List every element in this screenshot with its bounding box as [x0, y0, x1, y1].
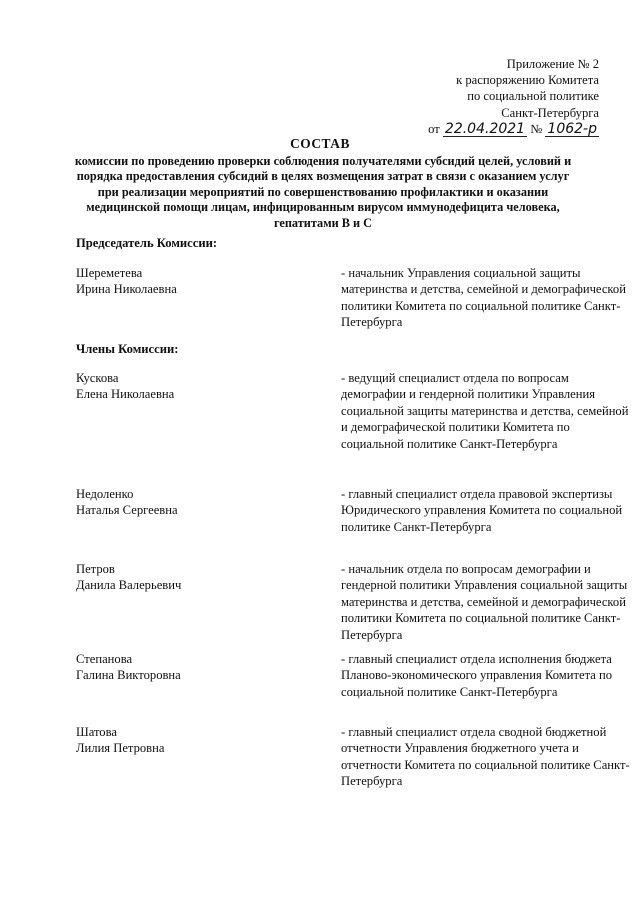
- member-name: [76, 724, 326, 757]
- appendix-committee: по социальной политике: [467, 89, 599, 104]
- handwritten-date: 22.04.2021: [444, 120, 526, 137]
- member-given-name: Ирина Николаевна: [76, 282, 177, 297]
- member-given-name: Наталья Сергеевна: [76, 503, 178, 518]
- appendix-label: Приложение № 2: [506, 57, 599, 71]
- member-given-name: Данила Валерьевич: [76, 578, 182, 593]
- member-position: - начальник отдела по вопросам демографии и гендерной политики Управления социальной защиты материнства и детства, семейной и демографической политики Комитета по социальной политике Санкт-Петербурга: [341, 562, 628, 642]
- member-surname: Шереметева: [76, 266, 143, 280]
- chairman-heading: Председатель Комиссии:: [76, 236, 218, 250]
- member-position: - ведущий специалист отдела по вопросам демографии и гендерной политики Управления социальной защиты материнства и детства, семейной и демографической политики Комитета по социальной политике Санкт-Петербурга: [341, 371, 629, 451]
- member-surname: Кускова: [76, 371, 119, 385]
- member-name: [76, 651, 326, 684]
- member-position: - главный специалист отдела сводной бюджетной отчетности Управления бюджетного учета и отчетности Комитета по социальной политике Санкт-Петербурга: [341, 725, 630, 789]
- date-prefix: от: [428, 121, 440, 136]
- document-subtitle: комиссии по проведению проверки соблюдения получателями субсидий целей, условий и порядка предоставления субсидий в целях возмещения затрат в связи с оказанием услуг при реализации мероприятий по совершенствованию профилактики и оказании медицинской помощи лицам, инфицированным вирусом иммунодефицита человека, гепатитами В и С: [74, 154, 572, 230]
- member-position: - начальник Управления социальной защиты материнства и детства, семейной и демографической политики Комитета по социальной политике Санкт-Петербурга: [341, 266, 626, 330]
- member-position: - главный специалист отдела правовой экспертизы Юридического управления Комитета по социальной политике Санкт-Петербурга: [341, 487, 623, 534]
- member-surname: Недоленко: [76, 487, 134, 501]
- member-given-name: Галина Викторовна: [76, 668, 181, 683]
- member-name: [76, 486, 326, 519]
- member-given-name: Елена Николаевна: [76, 387, 175, 402]
- members-heading: Члены Комиссии:: [76, 342, 179, 356]
- member-given-name: Лилия Петровна: [76, 741, 165, 756]
- member-surname: Петров: [76, 562, 115, 576]
- member-surname: Степанова: [76, 652, 133, 666]
- appendix-city: Санкт-Петербурга: [501, 105, 599, 120]
- appendix-block: [428, 56, 599, 137]
- member-name: [76, 370, 326, 403]
- member-name: [76, 265, 326, 298]
- appendix-order-ref: к распоряжению Комитета: [456, 73, 599, 88]
- handwritten-number: 1062-р: [547, 120, 597, 137]
- document-title: СОСТАВ: [290, 136, 350, 151]
- number-prefix: №: [530, 121, 543, 136]
- member-surname: Шатова: [76, 725, 117, 739]
- member-name: [76, 561, 326, 594]
- member-position: - главный специалист отдела исполнения бюджета Планово-экономического управления Комитета по социальной политике Санкт-Петербурга: [341, 652, 613, 699]
- appendix-date-line: [428, 121, 599, 137]
